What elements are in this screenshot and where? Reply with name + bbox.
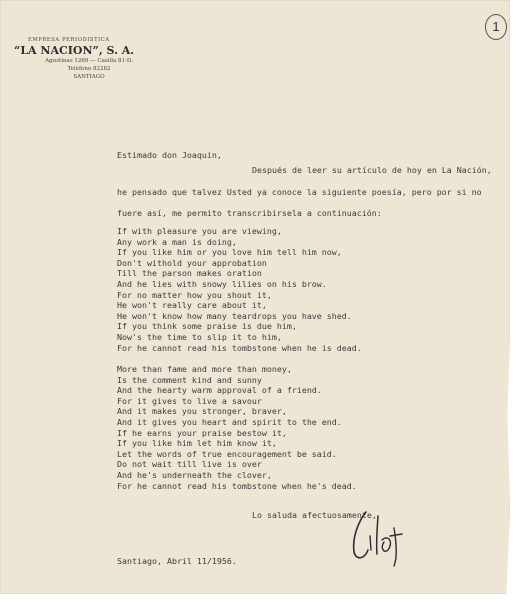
letterhead-address: Agustinas 1269 — Casilla 81-D.	[45, 58, 133, 64]
place-date: Santiago, Abril 11/1956.	[117, 556, 237, 566]
letterhead-phone: Teléfono 82282	[67, 66, 111, 72]
page-number: 1	[485, 14, 507, 40]
intro-line-3: fuere así, me permito transcribirsela a continuación:	[117, 208, 382, 218]
poem-line: If you like him let him know it,	[117, 438, 277, 449]
poem-line: And it gives you heart and spirit to the end.	[117, 416, 342, 427]
poem-stanza-2	[117, 364, 357, 491]
intro-line-1: Después de leer su artículo de hoy en La Nación,	[252, 165, 492, 175]
poem-line: Now's the time to slip it to him,	[117, 331, 282, 342]
letterhead-name: “LA NACION”, S. A.	[14, 44, 135, 57]
poem-line: For no matter how you shout it,	[117, 289, 272, 300]
poem-line: Is the comment kind and sunny	[117, 374, 262, 385]
poem-line: More than fame and more than money,	[117, 364, 292, 374]
poem-line: For he cannot read his tombstone when he is dead.	[117, 342, 362, 353]
poem-line: Till the parson makes oration	[117, 268, 262, 279]
poem-line: Do not wait till live is over	[117, 459, 262, 470]
poem-line: He won't really care about it,	[117, 300, 267, 311]
poem-line: And he lies with snowy lilies on his brow.	[117, 278, 327, 289]
poem-stanza-1	[117, 226, 362, 353]
poem-line: For he cannot read his tombstone when he's dead.	[117, 480, 357, 491]
poem-line: Any work a man is doing,	[117, 236, 237, 247]
poem-line: If you like him or you love him tell him now,	[117, 247, 342, 258]
poem-line: And it makes you stronger, braver,	[117, 406, 287, 417]
closing: Lo saluda afectuosamente,	[252, 510, 377, 520]
poem-line: Let the words of true encouragement be said.	[117, 448, 337, 459]
letterhead-city: SANTIAGO	[73, 74, 105, 80]
salutation: Estimado don Joaquin,	[117, 150, 222, 160]
letterhead-company-type: EMPRESA PERIODISTICA	[28, 37, 110, 43]
poem-line: He won't know how many teardrops you have shed.	[117, 310, 352, 321]
poem-line: If he earns your praise bestow it,	[117, 427, 287, 438]
signature	[344, 506, 406, 568]
intro-line-2: he pensado que talvez Usted ya conoce la siguiente poesía, pero por si no	[117, 187, 482, 197]
poem-line: If with pleasure you are viewing,	[117, 226, 282, 236]
poem-line: Don't withold your approbation	[117, 257, 267, 268]
letterhead	[14, 37, 164, 81]
poem-line: And he's underneath the clover,	[117, 469, 272, 480]
poem-line: If you think some praise is due him,	[117, 321, 297, 332]
poem-line: For it gives to live a savour	[117, 395, 262, 406]
poem-line: And the hearty warm approval of a friend.	[117, 385, 322, 396]
